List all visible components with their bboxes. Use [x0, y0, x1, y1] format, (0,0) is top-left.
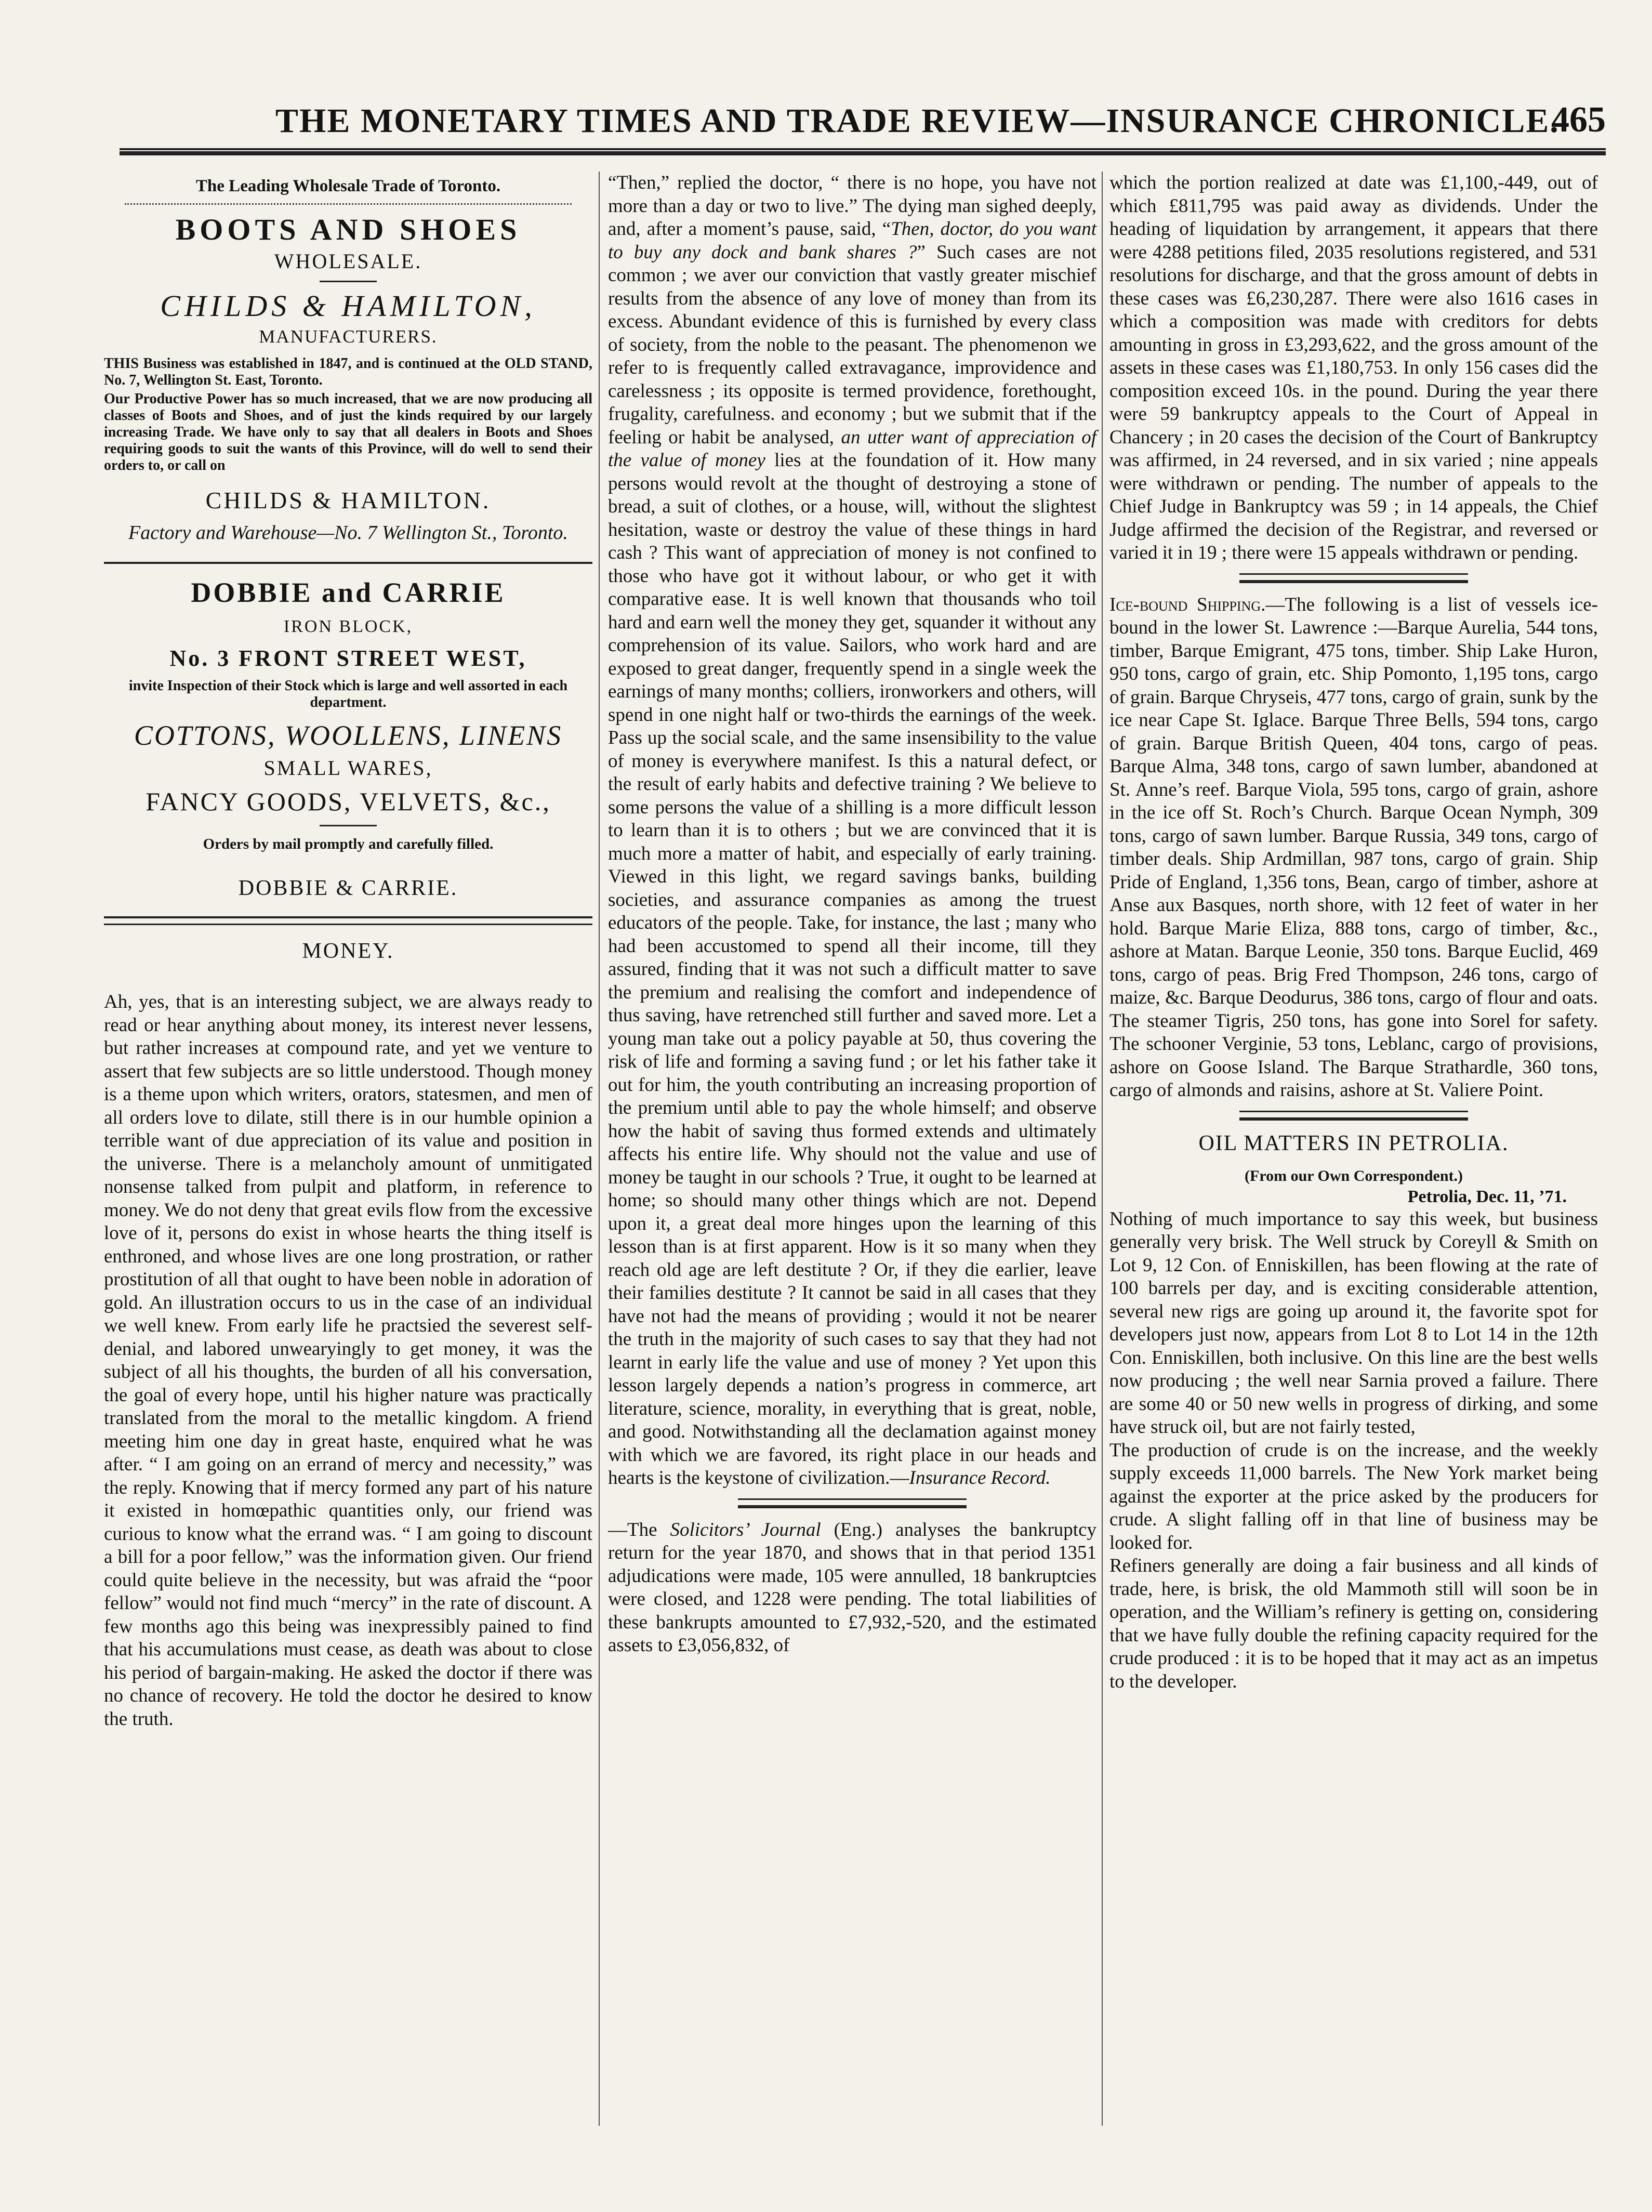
section-rule — [1239, 573, 1468, 583]
article-paragraph: Nothing of much importance to say this week, but business generally very brisk. The Well struck by Coreyll & Smith on Lot 9, 12 Con. of Enniskillen, has been flowing at the rate of 100 barrels per day, and is exciting considerable attention, several new rigs are going up around it, the favorite spot for developers just now, appears from Lot 8 to Lot 14 in the 12th Con. Enniskillen, both inclusive. On this line are the best wells now producing ; the well near Sarnia proved a failure. There are some 40 or 50 new wells in progress of dirking, and some have struck oil, but are not fairly tested, — [1109, 1208, 1598, 1438]
article-paragraph — [1109, 594, 1598, 1102]
column-middle — [608, 172, 1096, 1657]
column-left — [104, 172, 592, 1731]
ad-signature: CHILDS & HAMILTON. — [205, 487, 491, 514]
ad-body-text: Our Productive Power has so much increased, that we are now producing all classes of Boots and Shoes, and of just the kinds required by our largely increasing Trade. We have only to say that all dealers in Boots and Shoes requiring goods to suit the wants of this Province, will do well to send their orders to, or call on — [104, 391, 592, 473]
divider — [320, 281, 377, 282]
ad-goods-line: SMALL WARES, — [263, 756, 433, 780]
ad-address: No. 3 FRONT STREET WEST, — [169, 646, 527, 671]
section-lead: Ice-bound Shipping. — [1109, 594, 1266, 615]
header-rule — [120, 148, 1606, 155]
ad-body-text: invite Inspection of their Stock which is large and well assorted in each department. — [128, 678, 568, 710]
ad-separator — [104, 562, 592, 564]
ad-signature: DOBBIE & CARRIE. — [238, 876, 458, 900]
ad-goods-line: COTTONS, WOOLLENS, LINENS — [134, 720, 563, 751]
ad-section-heading: The Leading Wholesale Trade of Toronto. — [195, 177, 501, 195]
page-header — [120, 96, 1606, 143]
column-right — [1109, 172, 1598, 1693]
article-paragraph: The production of crude is on the increase, and the weekly supply exceeds 11,000 barrels. The New York market being against the exporter at the price asked by the producers for crude. A slight falling off in that line of business may be looked for. — [1109, 1439, 1598, 1553]
ad-maker-name: CHILDS & HAMILTON, — [160, 289, 536, 323]
ad-subheading: WHOLESALE. — [274, 249, 422, 273]
ad-heading: DOBBIE and CARRIE — [191, 577, 506, 608]
article-paragraph — [608, 172, 1096, 1490]
decorative-rule — [125, 198, 572, 205]
byline: (From our Own Correspondent.) — [1245, 1167, 1463, 1184]
section-rule — [738, 1498, 967, 1508]
journal-name: Solicitors’ Journal — [670, 1519, 821, 1540]
text-run: —The following is a list of vessels ice-bound in the lower St. Lawrence :—Barque Aurelia, 544 tons, timber, Barque Emigrant, 475 tons, timber. Ship Lake Huron, 950 tons, cargo of grain, etc. Ship Pomonto, 1,195 tons, cargo of grain. Barque Chryseis, 477 tons, cargo of grain, sunk by the ice near Cape St. Iglace. Barque Three Bells, 594 tons, cargo of grain. Barque British Queen, 404 tons, cargo of peas. Barque Alma, 348 tons, cargo of sawn lumber, abandoned at St. Anne’s reef. Barque Viola, 595 tons, cargo of grain, ashore in the ice off St. Roch’s Church. Barque Ocean Nymph, 309 tons, cargo of sawn lumber. Barque Russia, 349 tons, cargo of timber deals. Ship Ardmillan, 987 tons, cargo of grain. Ship Pride of England, 1,356 tons, Bean, cargo of timber, ashore at Anse aux Basques, north shore, with 12 feet of water in her hold. Barque Marie Eliza, 888 tons, cargo of timber, &c., ashore at Matan. Barque Leonie, 350 tons. Barque Euclid, 469 tons, cargo of peas. Brig Fred Thompson, 246 tons, cargo of maize, &c. Barque Deodurus, 386 tons, cargo of flour and oats. The steamer Tigris, 250 tons, has gone into Sorel for safety. The schooner Verginie, 53 tons, Leblanc, cargo of provisions, ashore on Goose Island. The Barque Strathardle, 360 tons, cargo of almonds and raisins, ashore at St. Valiere Point. — [1109, 594, 1598, 1101]
article-paragraph: which the portion realized at date was £1,100,-449, out of which £811,795 was paid away as dividends. Under the heading of liquidation by arrangement, it appears that there were 4288 petitions filed, 2035 resolutions registered, and 531 resolutions for discharge, and that the gross amount of debts in these cases was £6,230,287. There were also 1616 cases in which a composition was made with creditors for debts amounting in gross in £3,293,622, and the gross amount of the assets in these cases was £1,180,753. In only 156 cases did the composition exceed 10s. in the pound. During the year there were 59 bankruptcy appeals to the Court of Appeal in Chancery ; in 20 cases the decision of the Court of Bankruptcy was affirmed, in 24 reversed, and in six varied ; nine appeals were withdrawn or pending. The number of appeals to the Chief Judge in Bankruptcy was 59 ; in 14 appeals, the Chief Judge affirmed the decision of the Registrar, and reversed or varied it in 19 ; there were 15 appeals withdrawn or pending. — [1109, 172, 1598, 563]
ad-subheading: IRON BLOCK, — [283, 617, 413, 636]
ad-heading: BOOTS AND SHOES — [175, 213, 521, 246]
text-run: (Eng.) analyses the bankruptcy return for the year 1870, and shows that in that period 1351 adjudications were made, 105 were annulled, 18 bankruptcies were closed, and 1228 were pending. The total liabilities of these bankrupts amounted to £7,932,-520, and the estimated assets to £3,056,832, of — [608, 1519, 1096, 1656]
article-paragraph — [608, 1519, 1096, 1657]
childs-hamilton-ad — [104, 212, 592, 546]
dobbie-carrie-ad — [104, 576, 592, 901]
page-number: 465 — [1551, 100, 1606, 140]
dateline: Petrolia, Dec. 11, ’71. — [1407, 1187, 1567, 1206]
ad-manufacturers-label: MANUFACTURERS. — [259, 326, 438, 347]
section-rule — [104, 916, 592, 925]
divider — [320, 825, 377, 826]
text-run: “Then,” replied the doctor, “ there is no hope, you have not more than a day or two to live.” The dying man sighed deeply, and, after a moment’s pause, said, “ — [608, 172, 1096, 240]
ad-address: Factory and Warehouse—No. 7 Wellington St., Toronto. — [128, 522, 568, 544]
text-run: lies at the foundation of it. How many persons would revolt at the thought of destroying a stone of bread, a suit of clothes, or a house, will, without the slightest hesitation, waste or destroy the value of these things in hard cash ? This want of appreciation of money is not confined to those who have got it without labour, or who get it with comparative ease. It is well known that thousands who toil hard and earn well the money they get, squander it without any comprehension of its value. Sailors, who work hard and are exposed to great danger, frequently spend in a single week the earnings of many months; colliers, ironworkers and others, will spend in one night half or two-thirds the earnings of the week. Pass up the social scale, and the same insensibility to the value of money is everywhere manifest. Is this a natural defect, or the result of early habits and defective training ? We believe to some persons the value of a shilling is a more difficult lesson to learn than it is to others ; but we are convinced that it is much more a matter of habit, and especially of early training. Viewed in this light, we regard savings banks, building societies, and assurance companies as among the truest educators of the people. Take, for instance, the last ; many who had been accustomed to spend all their income, till they assured, finding that it was not such a difficult matter to save the premium and realising the comfort and independence of thus saving, have retrenched still further and saved more. Let a young man take out a policy payable at 50, thus covering the risk of life and forming a saving fund ; or let his father take it out for him, the youth contributing an increasing proportion of the premium until able to pay the whole himself; and observe how the habit of saving thus formed extends and ultimately affects his entire life. Why should not the value and use of money be taught in our schools ? True, it ought to be learned at home; so should many other things which are not. Depend upon it, a great deal more hinges upon the learning of this lesson than is at first apparent. How is it so many when they reach old age are left destitute ? Or, if they die earlier, leave their families destitute ? It cannot be said in all cases that they have not had the means of providing ; would it not be nearer the truth in the majority of such cases to say that they had not learnt in early life the value and use of money ? Yet upon this lesson largely depends a nation’s progress in commerce, art literature, science, morality, in everything that is great, noble, and good. Notwithstanding all the declamation against money with which we are favored, its right place in our heads and hearts is the keystone of civilization.— — [608, 450, 1096, 1489]
ad-body-text: THIS Business was established in 1847, and is continued at the OLD STAND, No. 7, Wellington St. East, Toronto. — [104, 356, 592, 388]
ad-goods-line: FANCY GOODS, VELVETS, &c., — [146, 787, 551, 816]
quoted-text: Then, doctor, do you want to buy any dock and bank shares ? — [608, 218, 1096, 263]
article-paragraph: Refiners generally are doing a fair business and all kinds of trade, here, is brisk, the old Mammoth still will soon be in operation, and the William’s refinery is getting on, considering that we have fully double the refining capacity required for the crude produced : it is to be hoped that it may act as an impetus to the developer. — [1109, 1555, 1598, 1692]
article-title: OIL MATTERS IN PETROLIA. — [1198, 1131, 1509, 1155]
column-divider — [1102, 172, 1103, 2126]
text-run: ” Such cases are not common ; we aver our conviction that vastly greater mischief results from the absence of any love of money than from its excess. Abundant evidence of this is furnished by every class of society, from the noble to the peasant. The phenomenon we refer to is frequently called extravagance, improvidence and carelessness ; its opposite is termed providence, forethought, frugality, carefulness. and economy ; but we submit that if the feeling or habit be analysed, — [608, 241, 1096, 448]
masthead-title: THE MONETARY TIMES AND TRADE REVIEW—INSURANCE CHRONICLE. — [275, 102, 1560, 140]
section-rule — [1239, 1111, 1468, 1121]
article-paragraph: Ah, yes, that is an interesting subject, we are always ready to read or hear anything about money, its interest never lessens, but rather increases at compound rate, and yet we venture to assert that few subjects are so little understood. Though money is a theme upon which writers, orators, statesmen, and men of all orders love to dilate, still there is in our humble opinion a terrible want of due appreciation of its value and position in the universe. There is a melancholy amount of unmitigated nonsense talked from pulpit and platform, in reference to money. We do not deny that great evils flow from the excessive love of it, persons do exist in whose hearts the thing itself is enthroned, and whose lives are one long prostration, or rather prostitution of all that ought to have been noble in adoration of gold. An illustration occurs to us in the case of an individual we well knew. From early life he practsied the severest self-denial, and labored unwearyingly to get money, it was the subject of all his thoughts, the burden of all his conversation, the goal of every hope, until his higher nature was practically translated from the moral to the metallic kingdom. A friend meeting him one day in great haste, enquired what he was after. “ I am going on an errand of mercy and necessity,” was the reply. Knowing that if mercy formed any part of his nature it existed in homœpathic quantities only, our friend was curious to know what the errand was. “ I am going to discount a bill for a poor fellow,” was the information given. Our friend could quite believe in the necessity, but was afraid the “poor fellow” would not find much “mercy” in the rate of discount. A few months ago this being was inexpressibly pained to find that his accumulations must cease, as death was about to close his period of bargain-making. He asked the doctor if there was no chance of recovery. He told the doctor he desired to know the truth. — [104, 991, 592, 1730]
column-divider — [599, 172, 600, 2126]
article-title: MONEY. — [302, 939, 394, 963]
source-citation: Insurance Record. — [909, 1467, 1051, 1489]
emphasis-text: an utter want of appreciation of the value of money — [608, 426, 1097, 471]
text-run: —The — [608, 1519, 657, 1540]
ad-orders-note: Orders by mail promptly and carefully filled. — [203, 836, 494, 852]
